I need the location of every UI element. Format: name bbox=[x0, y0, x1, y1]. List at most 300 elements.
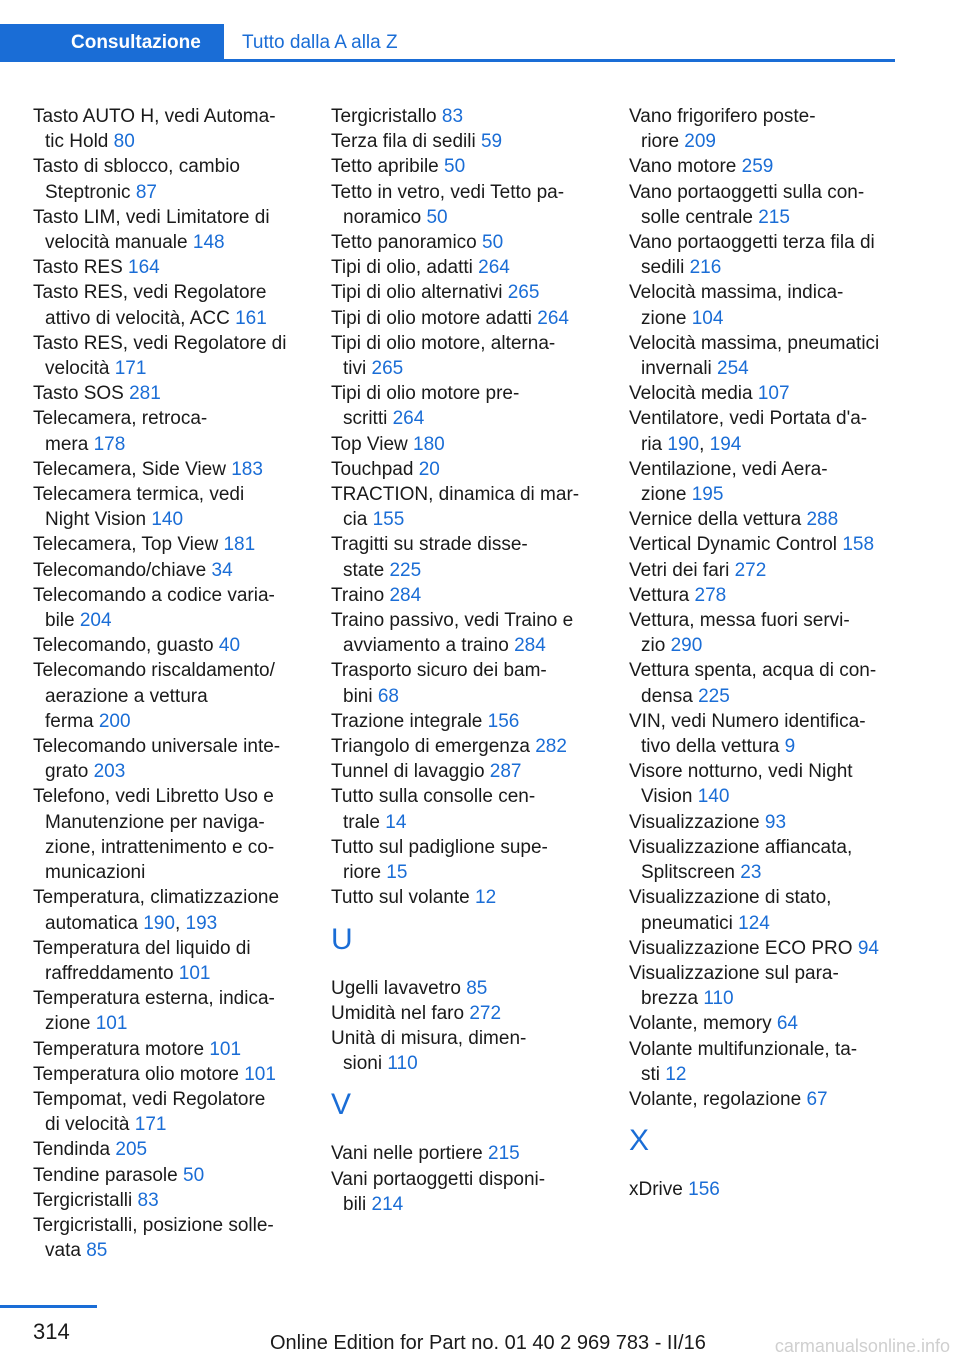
index-entry-text: Vani portaoggetti disponi- bbox=[331, 1168, 546, 1190]
index-entry-text: Visualizzazione bbox=[629, 811, 760, 833]
page-reference-link[interactable]: 216 bbox=[689, 257, 722, 279]
page-reference-link[interactable]: 110 bbox=[703, 988, 734, 1010]
page-reference-link[interactable]: 20 bbox=[418, 458, 440, 480]
index-entry-text: Visualizzazione sul para- bbox=[629, 962, 839, 984]
page-reference-link[interactable]: 264 bbox=[392, 408, 425, 430]
index-entry bbox=[629, 381, 895, 406]
page-reference-link[interactable]: 59 bbox=[480, 131, 503, 153]
page-reference-link[interactable]: 110 bbox=[387, 1053, 418, 1075]
footer-rule bbox=[0, 1305, 97, 1308]
index-entry-text: zio bbox=[641, 635, 666, 657]
index-entry bbox=[33, 255, 308, 280]
index-entry bbox=[331, 734, 606, 759]
index-entry-text: Tergicristalli, posizione solle- bbox=[33, 1214, 274, 1236]
index-entry-text: Top View bbox=[331, 433, 408, 455]
index-entry-text: Visualizzazione affiancata, bbox=[629, 836, 853, 858]
page-reference-link[interactable]: 64 bbox=[776, 1013, 798, 1035]
index-entry-text: velocità bbox=[45, 358, 110, 380]
index-entry-text: Ventilatore, vedi Portata d'a- bbox=[629, 408, 868, 430]
index-entry-text: noramico bbox=[343, 206, 422, 228]
page-reference-link[interactable]: 215 bbox=[758, 206, 790, 228]
index-entry-text: Triangolo di emergenza bbox=[331, 736, 530, 758]
index-entry-text: Vano portaoggetti terza fila di bbox=[629, 232, 875, 254]
page-reference-link[interactable]: 94 bbox=[857, 937, 879, 959]
index-entry-text: Tergicristalli bbox=[33, 1189, 133, 1211]
index-entry-text: zione bbox=[45, 1013, 91, 1035]
page-reference-link[interactable]: 124 bbox=[738, 912, 770, 934]
page-reference-link[interactable]: 281 bbox=[129, 383, 161, 405]
index-entry-text: solle centrale bbox=[641, 206, 753, 228]
index-entry-text: grato bbox=[45, 761, 89, 783]
page-reference-link[interactable]: 203 bbox=[93, 761, 126, 783]
page-reference-link[interactable]: 272 bbox=[469, 1002, 502, 1024]
page-reference-link[interactable]: 101 bbox=[209, 1038, 242, 1060]
index-entry-text: Temperatura olio motore bbox=[33, 1063, 239, 1085]
index-entry bbox=[629, 532, 895, 557]
page-reference-link[interactable]: 200 bbox=[98, 710, 131, 732]
index-entry-text: Tendine parasole bbox=[33, 1164, 178, 1186]
page-reference-link[interactable]: 23 bbox=[740, 862, 762, 884]
index-entry-text: Tipi di olio alternativi bbox=[331, 282, 503, 304]
subsection-title[interactable]: Tutto dalla A alla Z bbox=[242, 32, 398, 53]
index-entry-text: bini bbox=[343, 685, 373, 707]
page-reference-link[interactable]: 204 bbox=[79, 610, 112, 632]
index-entry bbox=[33, 558, 308, 583]
index-entry bbox=[33, 331, 308, 381]
index-entry-text: Temperatura del liquido di bbox=[33, 937, 251, 959]
index-entry bbox=[33, 205, 308, 255]
index-entry bbox=[331, 759, 606, 784]
index-entry-text: Trazione integrale bbox=[331, 710, 483, 732]
page-reference-link[interactable]: 85 bbox=[466, 977, 488, 999]
index-entry bbox=[331, 129, 606, 154]
page-reference-link[interactable]: 265 bbox=[371, 358, 404, 380]
index-entry-text: Visualizzazione ECO PRO bbox=[629, 937, 853, 959]
page-reference-link[interactable]: 83 bbox=[441, 106, 464, 127]
index-entry-text: Telecomando riscaldamento/ bbox=[33, 660, 275, 682]
page-reference-link[interactable]: 68 bbox=[377, 685, 399, 707]
index-entry bbox=[331, 381, 606, 431]
index-entry-text: Night Vision bbox=[45, 509, 147, 531]
index-entry bbox=[629, 331, 895, 381]
index-entry-text: Volante, memory bbox=[629, 1013, 772, 1035]
index-column-3 bbox=[629, 104, 895, 1202]
index-entry-text: Tipi di olio, adatti bbox=[331, 257, 473, 279]
index-entry bbox=[33, 154, 308, 204]
index-entry-text: Tragitti su strade disse- bbox=[331, 534, 528, 556]
page-reference-link[interactable]: 155 bbox=[372, 509, 405, 531]
page-reference-link[interactable]: 158 bbox=[842, 534, 875, 556]
index-entry-text: cia bbox=[343, 509, 368, 531]
index-entry-text: tivo della vettura bbox=[641, 736, 780, 758]
index-entry-text: ferma bbox=[45, 710, 94, 732]
index-entry-text: TRACTION, dinamica di mar- bbox=[331, 484, 580, 506]
index-entry bbox=[33, 1062, 308, 1087]
page-reference-link[interactable]: 15 bbox=[386, 862, 408, 884]
index-entry bbox=[331, 331, 606, 381]
index-letter-heading: V bbox=[331, 1088, 352, 1122]
index-entry bbox=[331, 154, 606, 179]
index-entry-text: Tipi di olio motore, alterna- bbox=[331, 332, 556, 354]
page-reference-link[interactable]: 40 bbox=[218, 635, 241, 657]
watermark: carmanualsonline.info bbox=[774, 1336, 950, 1356]
page-reference-link[interactable]: 205 bbox=[115, 1139, 148, 1161]
index-entry bbox=[629, 558, 895, 583]
index-entry-text: state bbox=[343, 559, 385, 581]
index-entry-text: Splitscreen bbox=[641, 862, 735, 884]
index-entry-text: Vision bbox=[641, 786, 693, 808]
index-entry-text: Tasto LIM, vedi Limitatore di bbox=[33, 206, 270, 228]
index-entry-text: Manutenzione per naviga- bbox=[45, 811, 265, 833]
index-entry bbox=[33, 936, 308, 986]
index-entry bbox=[331, 1141, 606, 1166]
page-reference-link[interactable]: 209 bbox=[684, 131, 716, 153]
index-entry-text: Tutto sulla consolle cen- bbox=[331, 786, 536, 808]
index-letter-heading: X bbox=[629, 1124, 650, 1158]
index-entry-text: brezza bbox=[641, 988, 699, 1010]
page-reference-link[interactable]: 272 bbox=[734, 559, 767, 581]
index-entry-text: avviamento a traino bbox=[343, 635, 509, 657]
index-entry-text: Telecomando, guasto bbox=[33, 635, 214, 657]
index-entry-text: pneumatici bbox=[641, 912, 733, 934]
index-entry-text: invernali bbox=[641, 358, 712, 380]
page-reference-link[interactable]: 178 bbox=[93, 433, 126, 455]
index-entry bbox=[629, 104, 895, 154]
page-reference-link[interactable]: 156 bbox=[688, 1179, 720, 1201]
index-entry-text: tivi bbox=[343, 358, 367, 380]
index-entry bbox=[331, 1167, 606, 1217]
page-header bbox=[0, 24, 895, 62]
index-entry-text: bile bbox=[45, 610, 75, 632]
page-reference-link[interactable]: 288 bbox=[806, 509, 839, 531]
index-entry-text: Tasto RES, vedi Regolatore bbox=[33, 282, 267, 304]
page-reference-link[interactable]: 190 bbox=[667, 433, 700, 455]
index-entry-text: aerazione a vettura bbox=[45, 685, 208, 707]
page-reference-link[interactable]: 190 bbox=[143, 912, 175, 934]
page-reference-link[interactable]: 183 bbox=[231, 458, 263, 480]
index-entry bbox=[629, 154, 895, 179]
page-reference-link[interactable]: 12 bbox=[665, 1063, 687, 1085]
index-entry bbox=[33, 1213, 308, 1263]
index-entry bbox=[33, 734, 308, 784]
index-entry bbox=[33, 280, 308, 330]
page-reference-link[interactable]: 284 bbox=[514, 635, 546, 657]
index-entry-text: Telecomando a codice varia- bbox=[33, 584, 275, 606]
index-entry bbox=[33, 1163, 308, 1188]
index-entry-text: Temperatura motore bbox=[33, 1038, 205, 1060]
index-entry bbox=[629, 230, 895, 280]
index-entry bbox=[33, 633, 308, 658]
index-entry bbox=[629, 835, 895, 885]
page-reference-link[interactable]: 9 bbox=[784, 736, 796, 758]
index-entry-text: Vano motore bbox=[629, 156, 737, 178]
index-entry-text: zione, intrattenimento e co- bbox=[45, 836, 275, 858]
page-reference-link[interactable]: 284 bbox=[389, 584, 422, 606]
index-entry bbox=[331, 1026, 606, 1076]
page-reference-link[interactable]: 140 bbox=[151, 509, 184, 531]
index-entry-text: trale bbox=[343, 811, 380, 833]
index-entry bbox=[33, 457, 308, 482]
page-reference-link[interactable]: 193 bbox=[185, 912, 218, 934]
page-reference-link[interactable]: 161 bbox=[235, 307, 267, 329]
page-reference-link[interactable]: 264 bbox=[537, 307, 569, 329]
index-entry bbox=[629, 1037, 895, 1087]
page-reference-link[interactable]: 148 bbox=[192, 232, 225, 254]
page-reference-link[interactable]: 101 bbox=[178, 962, 211, 984]
index-entry bbox=[331, 709, 606, 734]
index-column-1 bbox=[33, 104, 308, 1263]
index-entry bbox=[331, 1001, 606, 1026]
index-entry bbox=[629, 180, 895, 230]
index-entry bbox=[33, 1137, 308, 1162]
index-entry-text: velocità manuale bbox=[45, 232, 188, 254]
index-entry-text: Unità di misura, dimen- bbox=[331, 1027, 527, 1049]
index-entry-text: Telecomando universale inte- bbox=[33, 736, 281, 758]
index-entry bbox=[33, 482, 308, 532]
index-entry-text: Vetri dei fari bbox=[629, 559, 730, 581]
page-reference-link[interactable]: 180 bbox=[413, 433, 445, 455]
index-column-2 bbox=[331, 104, 606, 1217]
index-entry-text: Terza fila di sedili bbox=[331, 131, 476, 153]
index-entry-text: Steptronic bbox=[45, 181, 131, 203]
page-reference-link[interactable]: 214 bbox=[371, 1193, 404, 1215]
page-reference-link[interactable]: 171 bbox=[114, 358, 147, 380]
index-entry-text: Vano portaoggetti sulla con- bbox=[629, 181, 865, 203]
index-entry bbox=[33, 658, 308, 734]
index-entry bbox=[33, 406, 308, 456]
page-reference-link[interactable]: 265 bbox=[507, 282, 540, 304]
index-entry-text: Ugelli lavavetro bbox=[331, 977, 461, 999]
index-entry bbox=[629, 583, 895, 608]
index-entry bbox=[331, 306, 606, 331]
index-entry bbox=[629, 961, 895, 1011]
section-tab[interactable] bbox=[0, 24, 224, 62]
page-reference-link[interactable]: 225 bbox=[389, 559, 422, 581]
index-entry-text: Vernice della vettura bbox=[629, 509, 802, 531]
page-reference-link[interactable]: 83 bbox=[137, 1189, 159, 1211]
page-reference-link[interactable]: 290 bbox=[670, 635, 703, 657]
index-entry-text: ria bbox=[641, 433, 663, 455]
index-entry bbox=[33, 784, 308, 885]
index-entry bbox=[629, 507, 895, 532]
index-entry bbox=[33, 104, 308, 154]
index-entry-text: zione bbox=[641, 307, 687, 329]
index-entry-text: Tasto AUTO H, vedi Automa- bbox=[33, 106, 276, 127]
index-entry-text: attivo di velocità, ACC bbox=[45, 307, 230, 329]
page-reference-link[interactable]: 104 bbox=[691, 307, 724, 329]
index-entry bbox=[629, 1011, 895, 1036]
index-entry-text: Traino bbox=[331, 584, 385, 606]
page-reference-link[interactable]: 50 bbox=[482, 232, 504, 254]
index-entry-text: Vettura, messa fuori servi- bbox=[629, 610, 850, 632]
index-entry-text: tic Hold bbox=[45, 131, 109, 153]
index-entry-text: Tasto RES bbox=[33, 257, 123, 279]
index-entry-text: mera bbox=[45, 433, 89, 455]
page-reference-link[interactable]: 50 bbox=[183, 1164, 205, 1186]
index-entry-text: scritti bbox=[343, 408, 388, 430]
index-entry-text: sioni bbox=[343, 1053, 383, 1075]
index-entry bbox=[33, 1037, 308, 1062]
page-reference-link[interactable]: 194 bbox=[709, 433, 742, 455]
index-entry bbox=[331, 280, 606, 305]
index-entry bbox=[629, 658, 895, 708]
index-entry-text: Vettura spenta, acqua di con- bbox=[629, 660, 877, 682]
index-entry-text: Temperatura esterna, indica- bbox=[33, 988, 275, 1010]
index-entry bbox=[331, 583, 606, 608]
index-entry-text: Temperatura, climatizzazione bbox=[33, 887, 280, 909]
page-reference-link[interactable]: 85 bbox=[86, 1240, 108, 1262]
page-reference-link[interactable]: 101 bbox=[95, 1013, 128, 1035]
index-entry-text: Telecamera, Side View bbox=[33, 458, 226, 480]
page-reference-link[interactable]: 164 bbox=[128, 257, 160, 279]
page-reference-link[interactable]: 254 bbox=[717, 358, 749, 380]
index-entry-text: Tetto panoramico bbox=[331, 232, 477, 254]
index-entry-text: vata bbox=[45, 1240, 81, 1262]
index-entry bbox=[331, 835, 606, 885]
index-entry-text: Tunnel di lavaggio bbox=[331, 761, 485, 783]
index-entry bbox=[331, 885, 606, 910]
header-rule bbox=[224, 59, 895, 62]
index-entry bbox=[331, 658, 606, 708]
index-entry-text: Traino passivo, vedi Traino e bbox=[331, 610, 574, 632]
index-entry bbox=[629, 1087, 895, 1112]
index-entry-text: sti bbox=[641, 1063, 660, 1085]
index-entry bbox=[629, 936, 895, 961]
index-entry bbox=[629, 280, 895, 330]
index-entry-text: Telecamera, retroca- bbox=[33, 408, 208, 430]
index-entry-text: Tendinda bbox=[33, 1139, 111, 1161]
index-entry-text: Ventilazione, vedi Aera- bbox=[629, 458, 828, 480]
index-entry-text: Telecomando/chiave bbox=[33, 559, 207, 581]
index-entry bbox=[33, 1087, 308, 1137]
index-entry-text: Tetto apribile bbox=[331, 156, 439, 178]
page-reference-link[interactable]: 107 bbox=[757, 383, 790, 405]
index-entry bbox=[33, 583, 308, 633]
index-entry-text: Vani nelle portiere bbox=[331, 1143, 483, 1165]
index-entry bbox=[33, 986, 308, 1036]
index-entry bbox=[331, 482, 606, 532]
index-entry-text: riore bbox=[641, 131, 680, 153]
index-entry-text: Visualizzazione di stato, bbox=[629, 887, 832, 909]
index-entry-text: Tasto di sblocco, cambio bbox=[33, 156, 240, 178]
section-title: Consultazione bbox=[71, 32, 201, 53]
index-entry-text: automatica bbox=[45, 912, 138, 934]
index-entry-text: municazioni bbox=[45, 862, 146, 884]
index-entry-text: Telecamera termica, vedi bbox=[33, 484, 245, 506]
index-entry bbox=[33, 1188, 308, 1213]
page-reference-link[interactable]: 50 bbox=[426, 206, 448, 228]
index-entry-text: Telecamera, Top View bbox=[33, 534, 219, 556]
index-entry-text: Tipi di olio motore adatti bbox=[331, 307, 533, 329]
index-entry-text: Volante multifunzionale, ta- bbox=[629, 1038, 858, 1060]
index-entry bbox=[33, 532, 308, 557]
index-entry bbox=[629, 457, 895, 507]
index-entry bbox=[629, 810, 895, 835]
index-entry-text: zione bbox=[641, 484, 687, 506]
index-entry-text: Vettura bbox=[629, 584, 690, 606]
index-entry-text: VIN, vedi Numero identifica- bbox=[629, 710, 866, 732]
page-reference-link[interactable]: 181 bbox=[223, 534, 256, 556]
index-entry bbox=[331, 432, 606, 457]
page-reference-link[interactable]: 156 bbox=[487, 710, 520, 732]
index-entry bbox=[33, 381, 308, 406]
page-number: 314 bbox=[33, 1319, 70, 1344]
index-entry-text: bili bbox=[343, 1193, 367, 1215]
page-reference-link[interactable]: 14 bbox=[385, 811, 407, 833]
index-entry bbox=[629, 608, 895, 658]
page-reference-link[interactable]: 264 bbox=[478, 257, 510, 279]
index-entry-text: Tutto sul padiglione supe- bbox=[331, 836, 548, 858]
index-entry-text: Telefono, vedi Libretto Uso e bbox=[33, 786, 274, 808]
page-reference-link[interactable]: 50 bbox=[444, 156, 466, 178]
page-reference-link[interactable]: 140 bbox=[697, 786, 730, 808]
index-entry bbox=[629, 759, 895, 809]
index-entry-text: Vano frigorifero poste- bbox=[629, 106, 816, 127]
index-entry-text: xDrive bbox=[629, 1179, 683, 1201]
page-reference-link[interactable]: 225 bbox=[698, 685, 730, 707]
index-entry bbox=[331, 457, 606, 482]
index-entry: Temperatura, climatizzazione automatica 190, 193 bbox=[33, 887, 280, 934]
page-reference-link[interactable]: 282 bbox=[535, 736, 567, 758]
index-entry-text: Velocità massima, pneumatici bbox=[629, 332, 880, 354]
index-entry-text: Velocità massima, indica- bbox=[629, 282, 844, 304]
index-entry-text: Volante, regolazione bbox=[629, 1088, 802, 1110]
index-entry bbox=[331, 532, 606, 582]
index-entry-text: sedili bbox=[641, 257, 685, 279]
index-entry bbox=[629, 885, 895, 935]
index-entry-text: riore bbox=[343, 862, 382, 884]
edition-text: Online Edition for Part no. 01 40 2 969 783 - II/16 bbox=[270, 1332, 706, 1354]
index-entry-text: Trasporto sicuro dei bam- bbox=[331, 660, 547, 682]
page-reference-link[interactable]: 87 bbox=[135, 181, 157, 203]
page-reference-link[interactable]: 93 bbox=[764, 811, 787, 833]
index-entry bbox=[629, 709, 895, 759]
index-entry-text: Tempomat, vedi Regolatore bbox=[33, 1088, 266, 1110]
page-reference-link[interactable]: 67 bbox=[806, 1088, 828, 1110]
index-entry-text: Tergicristallo bbox=[331, 106, 437, 127]
index-entry-text: Tipi di olio motore pre- bbox=[331, 383, 520, 405]
index-entry bbox=[331, 104, 606, 129]
index-letter-heading: U bbox=[331, 922, 353, 956]
index-entry-text: di velocità bbox=[45, 1114, 130, 1136]
page-reference-link[interactable]: 259 bbox=[741, 156, 774, 178]
index-entry bbox=[331, 784, 606, 834]
index-entry-text: Tasto SOS bbox=[33, 383, 124, 405]
index-entry bbox=[331, 230, 606, 255]
page-reference-link[interactable]: 215 bbox=[488, 1143, 520, 1165]
index-entry bbox=[331, 608, 606, 658]
index-entry bbox=[331, 255, 606, 280]
page-reference-link[interactable]: 80 bbox=[113, 131, 135, 153]
index-entry-text: Vertical Dynamic Control bbox=[629, 534, 838, 556]
index-entry bbox=[629, 1177, 895, 1202]
index-entry-text: Tutto sul volante bbox=[331, 887, 470, 909]
page-reference-link[interactable]: 171 bbox=[134, 1114, 167, 1136]
page-reference-link[interactable]: 101 bbox=[244, 1063, 276, 1085]
page-reference-link[interactable]: 195 bbox=[691, 484, 724, 506]
index-entry bbox=[331, 976, 606, 1001]
page-reference-link[interactable]: 12 bbox=[475, 887, 497, 909]
page-reference-link[interactable]: 287 bbox=[489, 761, 522, 783]
index-entry-text: raffreddamento bbox=[45, 962, 174, 984]
page-reference-link[interactable]: 34 bbox=[211, 559, 233, 581]
page-reference-link[interactable]: 278 bbox=[694, 584, 727, 606]
index-entry-text: Tasto RES, vedi Regolatore di bbox=[33, 332, 287, 354]
index-entry-text: Touchpad bbox=[331, 458, 414, 480]
index-entry-text: densa bbox=[641, 685, 693, 707]
index-entry-text: Velocità media bbox=[629, 383, 753, 405]
index-entry: Ventilatore, vedi Portata d'a- ria 190, 194 bbox=[629, 408, 868, 455]
